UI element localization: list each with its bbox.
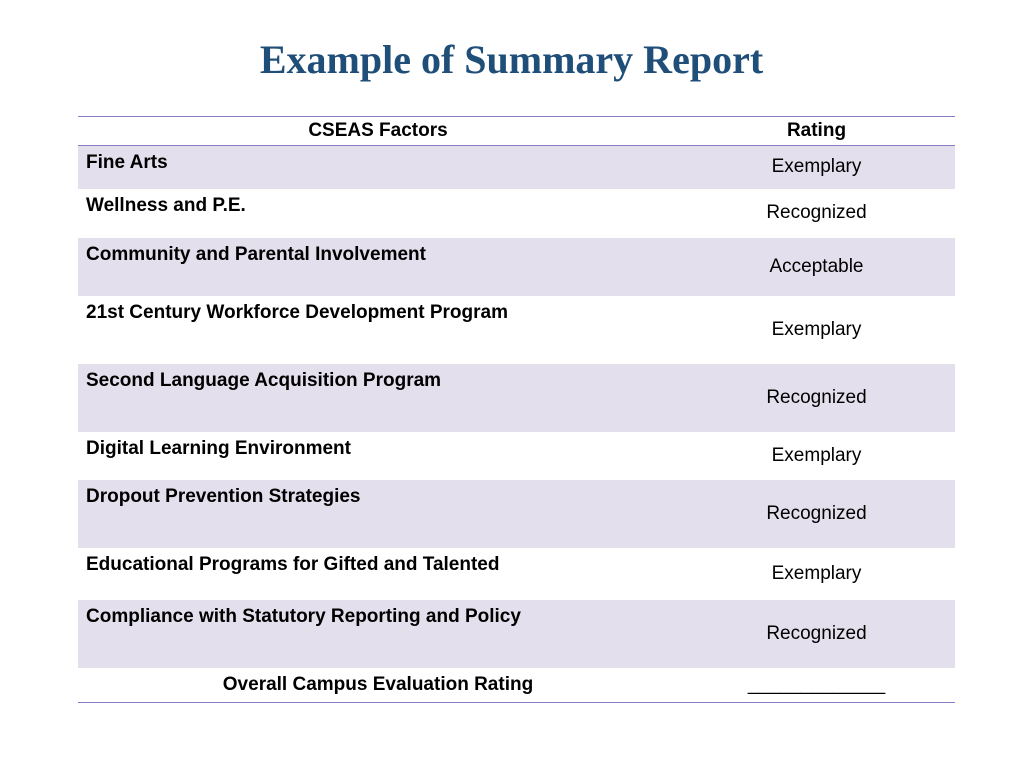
table-row	[78, 364, 955, 432]
overall-rating-label: Overall Campus Evaluation Rating	[222, 673, 534, 695]
table-row	[78, 600, 955, 668]
factor-cell: Fine Arts	[78, 146, 678, 189]
rating-cell: Recognized	[678, 364, 955, 432]
factor-cell: Educational Programs for Gifted and Talented	[86, 553, 500, 575]
factor-cell: Second Language Acquisition Program	[78, 364, 678, 432]
rating-cell: Recognized	[678, 480, 955, 548]
table-header-row	[78, 117, 955, 146]
rating-cell: Exemplary	[771, 562, 862, 584]
rating-cell: Recognized	[766, 202, 867, 223]
table-row	[78, 189, 955, 238]
table-row	[78, 548, 955, 600]
rating-cell: Acceptable	[678, 238, 955, 296]
factor-cell: Dropout Prevention Strategies	[78, 480, 678, 548]
table-row	[78, 238, 955, 296]
factor-cell: Digital Learning Environment	[86, 437, 351, 459]
rating-cell: Exemplary	[678, 146, 955, 189]
factor-cell: Wellness and P.E.	[86, 194, 246, 216]
factor-cell: Compliance with Statutory Reporting and Policy	[78, 600, 678, 668]
header-factors: CSEAS Factors	[308, 120, 448, 141]
table-row	[78, 146, 955, 189]
table-row	[78, 432, 955, 480]
rating-cell: Exemplary	[771, 444, 862, 466]
header-rating: Rating	[786, 120, 847, 141]
summary-report-table	[78, 116, 955, 703]
factor-cell: Community and Parental Involvement	[78, 238, 678, 296]
overall-rating-blank: _____________	[747, 673, 886, 695]
overall-rating-row	[78, 668, 955, 703]
rating-cell: Recognized	[678, 600, 955, 668]
table-row	[78, 296, 955, 364]
factor-cell: 21st Century Workforce Development Program	[86, 301, 508, 323]
page-title: Example of Summary Report	[259, 37, 764, 82]
rating-cell: Exemplary	[771, 318, 862, 340]
table-row	[78, 480, 955, 548]
